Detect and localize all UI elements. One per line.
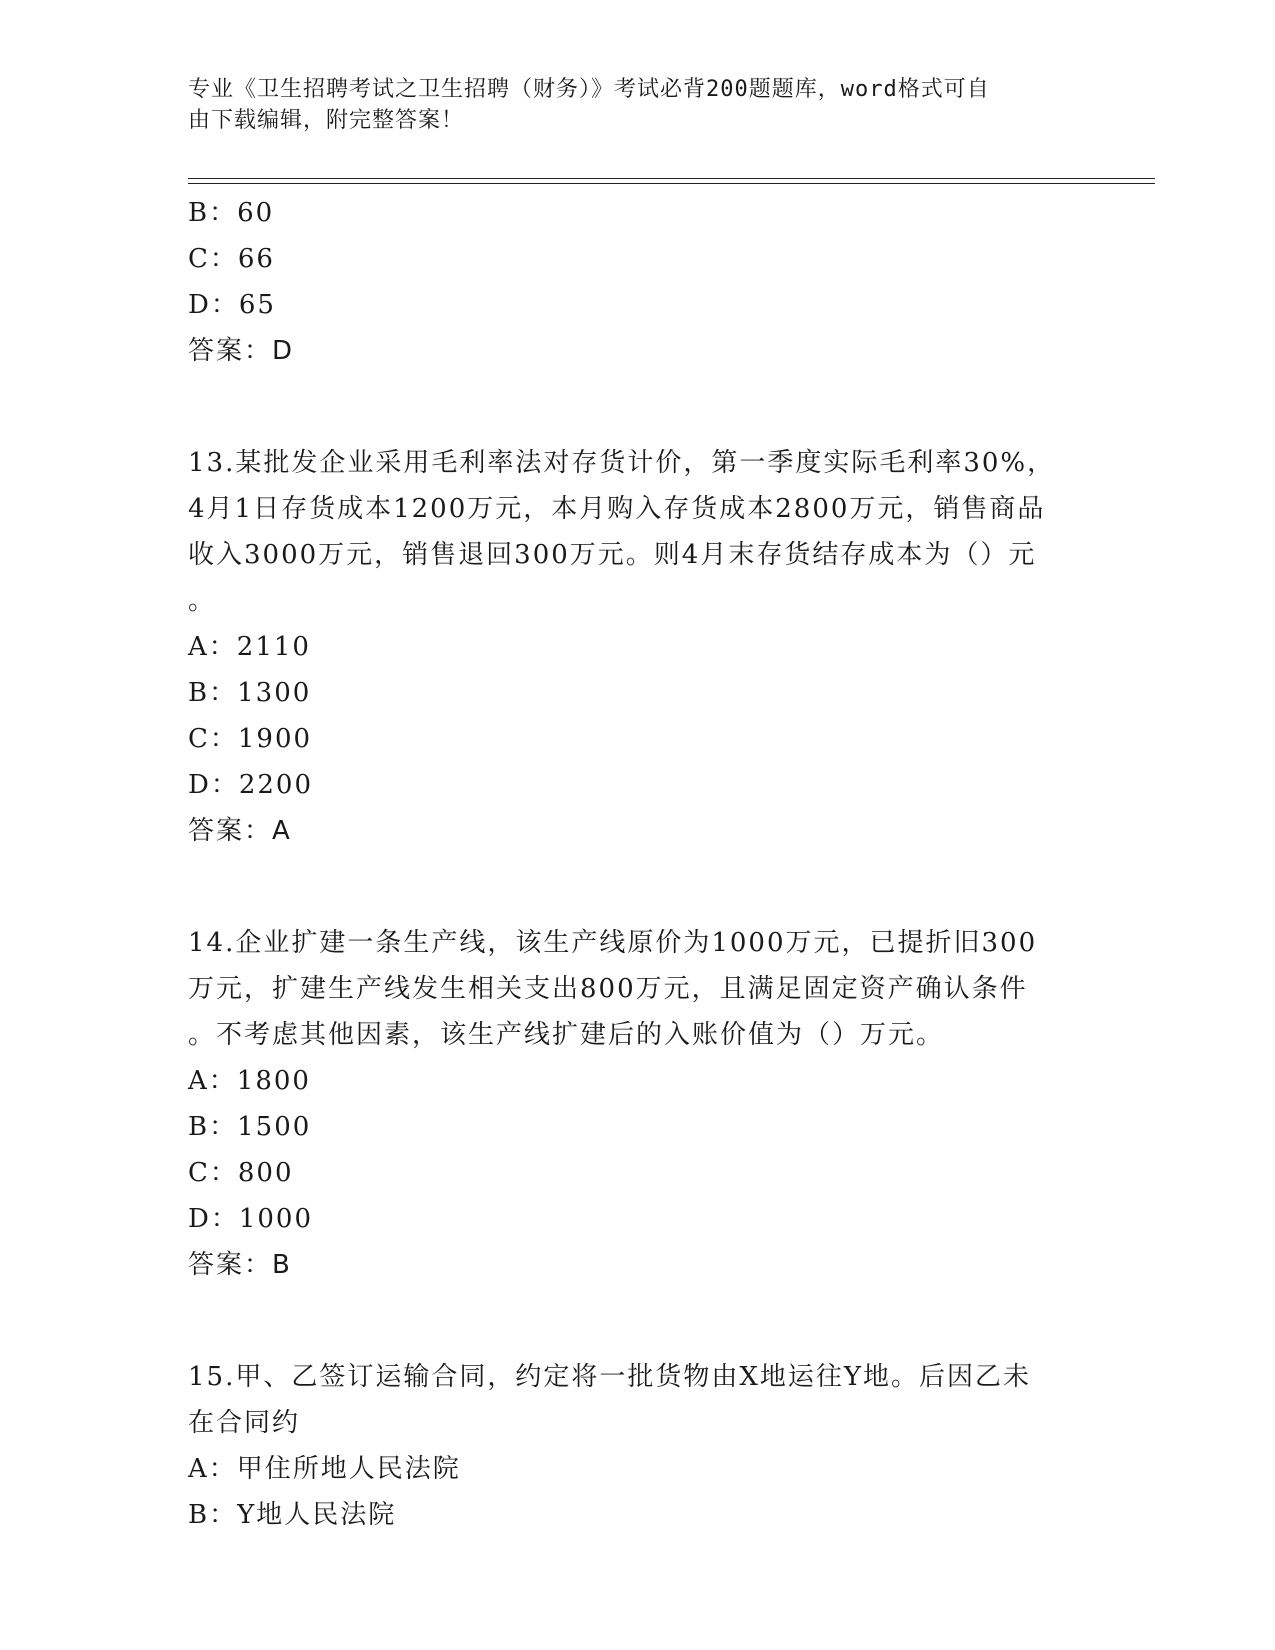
option-d: D：2200 xyxy=(188,770,314,800)
question-text-line: 。不考虑其他因素，该生产线扩建后的入账价值为（）万元。 xyxy=(188,1020,945,1050)
option-a: A：2110 xyxy=(188,632,311,662)
option-b: B：1500 xyxy=(188,1112,312,1142)
question-13 xyxy=(188,440,1088,854)
option-c: C：1900 xyxy=(188,724,313,754)
document-header xyxy=(188,74,1088,136)
question-text-line: 14.企业扩建一条生产线，该生产线原价为1000万元，已提折旧300 xyxy=(188,928,1038,958)
option-c: C：66 xyxy=(188,244,275,274)
spacer xyxy=(188,374,1088,440)
option-a: A：1800 xyxy=(188,1066,311,1096)
header-divider-bottom xyxy=(188,183,1155,184)
option-d: D：1000 xyxy=(188,1204,314,1234)
header-line-1: 专业《卫生招聘考试之卫生招聘（财务）》考试必背200题题库，word格式可自 xyxy=(188,77,990,102)
option-a: A：甲住所地人民法院 xyxy=(188,1454,461,1484)
option-b: B：1300 xyxy=(188,678,312,708)
option-b: B：Y地人民法院 xyxy=(188,1500,397,1530)
question-text-line: 15.甲、乙签订运输合同，约定将一批货物由X地运往Y地。后因乙未 xyxy=(188,1362,1032,1392)
answer: 答案：D xyxy=(188,336,295,366)
question-15 xyxy=(188,1354,1088,1538)
question-text-line: 收入3000万元，销售退回300万元。则4月末存货结存成本为（）元 xyxy=(188,540,1037,570)
answer: 答案：B xyxy=(188,1250,292,1280)
option-c: C：800 xyxy=(188,1158,294,1188)
option-d: D：65 xyxy=(188,290,276,320)
header-line-2: 由下载编辑，附完整答案！ xyxy=(188,108,465,133)
option-b: B：60 xyxy=(188,198,275,228)
question-text-line: 4月1日存货成本1200万元，本月购入存货成本2800万元，销售商品 xyxy=(188,494,1046,524)
question-text-line: 13.某批发企业采用毛利率法对存货计价，第一季度实际毛利率30%， xyxy=(188,448,1056,478)
question-14 xyxy=(188,920,1088,1288)
spacer xyxy=(188,854,1088,920)
answer: 答案：A xyxy=(188,816,292,846)
header-divider-top xyxy=(188,178,1155,179)
question-text-line: 在合同约 xyxy=(188,1408,301,1438)
question-text-line: 万元，扩建生产线发生相关支出800万元，且满足固定资产确认条件 xyxy=(188,974,1028,1004)
question-text-line: 。 xyxy=(188,586,217,616)
question-list xyxy=(188,190,1088,1538)
spacer xyxy=(188,1288,1088,1354)
question-12-tail xyxy=(188,190,1088,374)
